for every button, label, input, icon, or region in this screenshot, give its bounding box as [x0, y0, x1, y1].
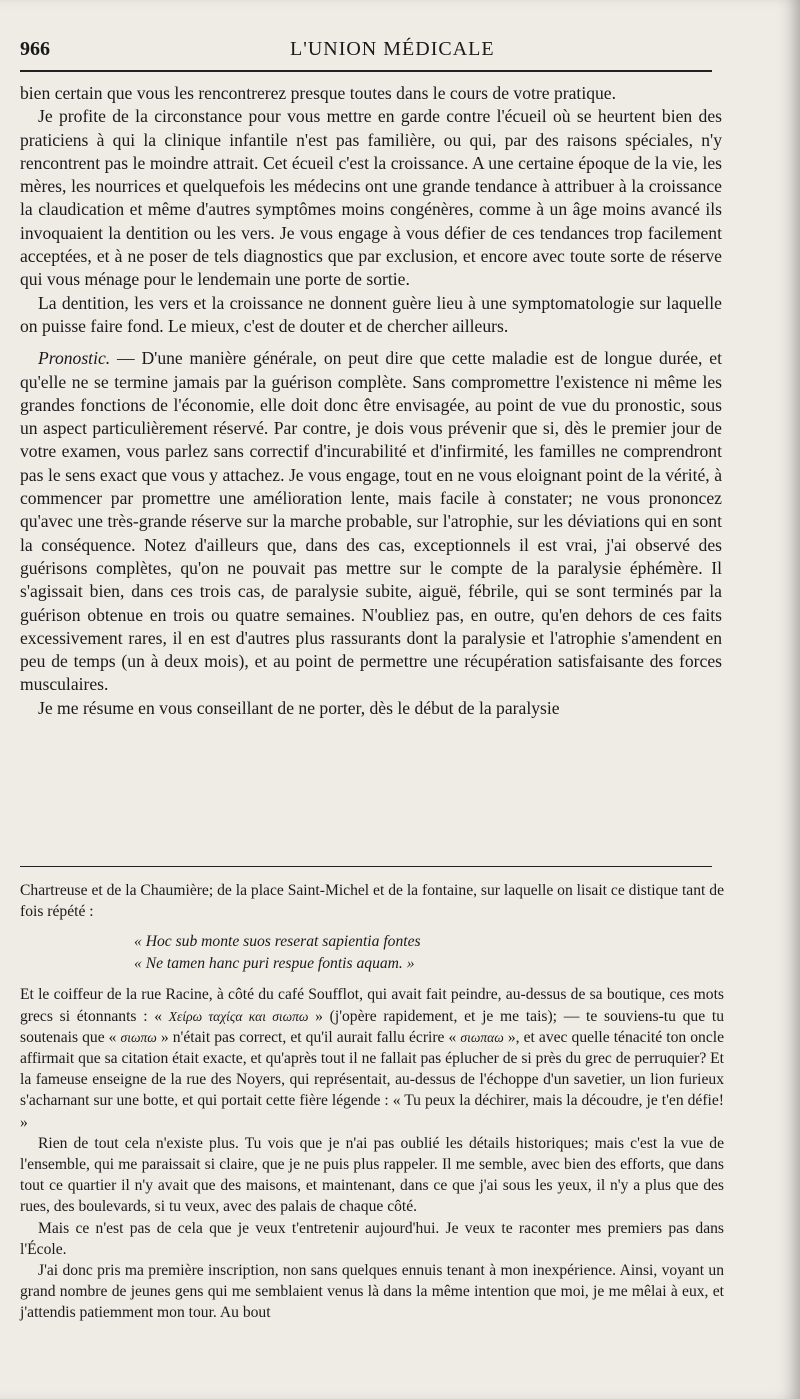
header-rule: [20, 70, 712, 72]
page-header: [20, 38, 710, 64]
feuilleton-section: [20, 880, 724, 1324]
paragraph: Mais ce n'est pas de cela que je veux t'entretenir aujourd'hui. Je veux te raconter mes premiers pas dans l'École.: [20, 1219, 724, 1258]
text-run: », et avec quelle ténacité ton oncle affirmait que sa citation était exacte, et qu'après tout il ne fallait pas éplucher de si près du grec de perruquier? Et la fameuse enseigne de la rue des Noyers, qui représentait, au-dessus de l'échoppe d'un savetier, un lion furieux s'acharnant sur une botte, et qui portait cette fière légende : « Tu peux la déchirer, mais la découdre, je t'en défie! »: [20, 1028, 725, 1131]
paragraph: Je profite de la circonstance pour vous mettre en garde contre l'écueil où se heurtent bien des praticiens à qui la clinique infantile n'est pas familière, ou qui, par des raisons spéciales, n'y rencontrent pas le moindre attrait. Cet écueil c'est la croissance. A une certaine époque de la vie, les mères, les nourrices et quelquefois les médecins ont une grande tendance à attribuer à la croissance la claudication et même d'autres symptômes moins congénères, comme à un âge moins avancé ils invoquaient la dentition ou les vers. Je vous engage à vous défier de ces tendances trop facilement acceptées, et à ne poser de tels diagnostics que par exclusion, et encore avec toute sorte de réserve qui vous ménage pour le lendemain une porte de sortie.: [20, 106, 722, 290]
greek-text: Χείρω ταχίςα και σιωπω: [168, 1008, 309, 1024]
paragraph: La dentition, les vers et la croissance ne donnent guère lieu à une symptomatologie sur laquelle on puisse faire fond. Le mieux, c'est de douter et de chercher ailleurs.: [20, 292, 722, 336]
text-run: Et le coiffeur de la rue Racine, à côté du café Soufflot, qui avait fait peindre, au-dessus de sa boutique, ces mots grecs si étonnants : «: [20, 986, 724, 1025]
paragraph: Chartreuse et de la Chaumière; de la place Saint-Michel et de la fontaine, sur laquelle on lisait ce distique tant de fois répété :: [20, 882, 724, 921]
paragraph: [20, 984, 724, 1132]
text-run: » (j'opère rapidement, et je me tais); — te souviens-tu que tu soutenais que «: [20, 1007, 724, 1046]
latin-distich: [20, 931, 724, 975]
quote-line: « Ne tamen hanc puri respue fontis aquam. »: [134, 955, 415, 973]
paragraph: J'ai donc pris ma première inscription, non sans quelques ennuis tenant à mon inexpérience. Ainsi, voyant un grand nombre de jeunes gens qui me semblaient venus là dans la même intention que moi, je me mêlai à eux, et j'attendis patiemment mon tour. Au bout: [20, 1262, 724, 1322]
main-article: [20, 82, 722, 720]
paragraph: bien certain que vous les rencontrerez presque toutes dans le cours de votre pratique.: [20, 83, 617, 103]
paragraph: Rien de tout cela n'existe plus. Tu vois que je n'ai pas oublié les détails historiques; mais c'est la vue de l'ensemble, qui me paraissait si claire, que je ne puis plus rappeler. Il me semble, avec bien des efforts, que dans tout ce quartier il n'y avait que des maisons, et maintenant, dans ce que j'ai sous les yeux, il n'y a plus que des rues, des boulevards, si tu veux, avec des palais de chaque côté.: [20, 1134, 724, 1216]
paragraph: Je me résume en vous conseillant de ne porter, dès le début de la paralysie: [38, 697, 560, 718]
page-number: 966: [20, 38, 50, 60]
section-heading: Pronostic.: [38, 348, 111, 369]
greek-text: σιωπαω: [460, 1029, 504, 1045]
feuilleton-rule: [20, 866, 712, 867]
quote-line: « Hoc sub monte suos reserat sapientia fontes: [134, 933, 421, 951]
greek-text: σιωπω: [120, 1029, 157, 1045]
text-run: » n'était pas correct, et qu'il aurait fallu écrire «: [156, 1028, 461, 1046]
journal-title: L'UNION MÉDICALE: [290, 38, 495, 60]
paragraph-text: — D'une manière générale, on peut dire que cette maladie est de longue durée, et qu'elle ne se termine jamais par la guérison complète. Sans compromettre l'existence ni même les grandes fonctions de l'économie, elle doit donc être envisagée, au point de vue du pronostic, sous un aspect particulièrement réservé. Par contre, je dois vous prévenir que si, dès le premier jour de votre examen, vous parlez sans correctif d'incurabilité et d'infirmité, les familles ne comprendront pas le sens exact que vous y attachez. Je vous engage, tout en ne vous eloignant point de la vérité, à commencer par promettre une amélioration lente, mais facile à constater; ne vous prononcez qu'avec une très-grande réserve sur la marche probable, sur l'atrophie, sur les déviations qui en sont la conséquence. Notez d'ailleurs que, dans des cas, exceptionnels il est vrai, j'ai observé des guérisons complètes, qu'on ne pouvait pas mettre sur le compte de la paralysie éphémère. Il s'agissait bien, dans ces trois cas, de paralysie subite, aiguë, fébrile, qui se sont terminés par la guérison obtenue en trois ou quatre semaines. N'oubliez pas, en outre, qu'en dehors de ces faits excessivement rares, il en est d'autres plus rassurants dont la paralysie et l'atrophie s'amendent en peu de temps (un à deux mois), et au point de permettre une récupération satisfaisante des forces musculaires.: [20, 348, 722, 695]
paragraph-pronostic: [20, 347, 722, 696]
